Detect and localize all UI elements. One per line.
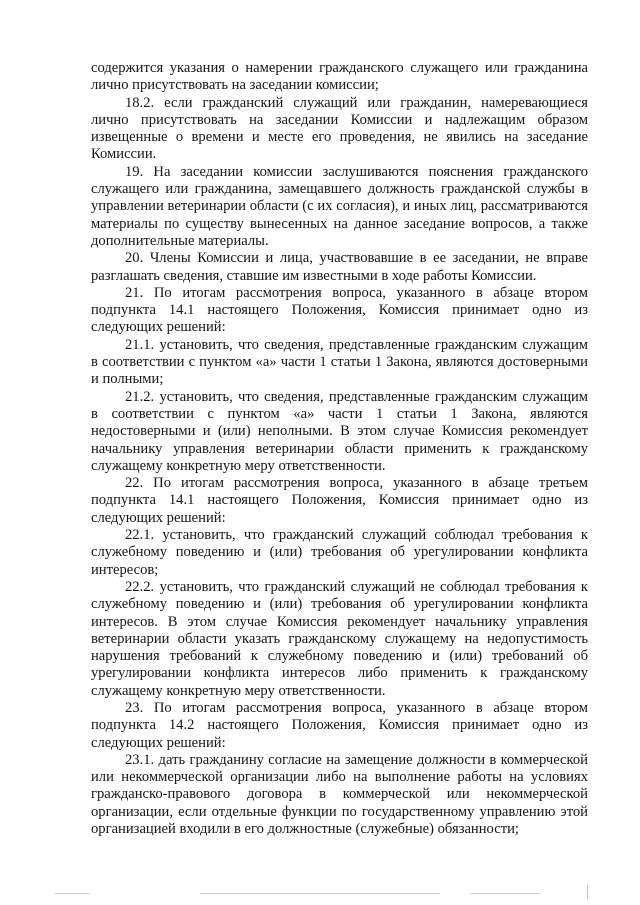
scan-edge-line	[55, 893, 90, 894]
paragraph-21-1: 21.1. установить, что сведения, представленные гражданским служащим в соответствии с пунктом «а» части 1 статьи 1 Закона, являются достоверными и полными;	[91, 336, 588, 388]
paragraph-21-2: 21.2. установить, что сведения, представленные гражданским служащим в соответствии с пунктом «а» части 1 статьи 1 Закона, являются недостоверными и (или) неполными. В этом случае Комиссия рекомендует начальнику управления ветеринарии области применить к гражданскому служащему конкретную меру ответственности.	[91, 388, 588, 474]
paragraph-23: 23. По итогам рассмотрения вопроса, указанного в абзаце втором подпункта 14.2 настоящего Положения, Комиссия принимает одно из следующих решений:	[91, 699, 588, 751]
document-body	[91, 60, 588, 838]
scan-edge-line	[470, 893, 540, 894]
scan-edge-line	[200, 893, 440, 894]
paragraph-19: 19. На заседании комиссии заслушиваются пояснения гражданского служащего или гражданина, замещавшего должность гражданской службы в управлении ветеринарии области (с их согласия), и иных лиц, рассматриваются материалы по существу вынесенных на данное заседание вопросов, а также дополнительные материалы.	[91, 163, 588, 249]
paragraph-18-2: 18.2. если гражданский служащий или гражданин, намеревающиеся лично присутствовать на заседании Комиссии и надлежащим образом извещенные о времени и месте его проведения, не явились на заседание Комиссии.	[91, 94, 588, 163]
paragraph-21: 21. По итогам рассмотрения вопроса, указанного в абзаце втором подпункта 14.1 настоящего Положения, Комиссия принимает одно из следующих решений:	[91, 284, 588, 336]
paragraph-20: 20. Члены Комиссии и лица, участвовавшие в ее заседании, не вправе разглашать сведения, ставшие им известными в ходе работы Комиссии.	[91, 250, 588, 284]
paragraph-23-1: 23.1. дать гражданину согласие на замещение должности в коммерческой или некоммерческой организации либо на выполнение работы на условиях гражданско-правового договора в коммерческой или некоммерческой организации, если отдельные функции по государственному управлению этой организацией входили в его должностные (служебные) обязанности;	[91, 751, 588, 838]
scan-edge-mark	[587, 885, 588, 899]
paragraph-continuation: содержится указания о намерении гражданского служащего или гражданина лично присутствовать на заседании комиссии;	[91, 60, 588, 94]
paragraph-22: 22. По итогам рассмотрения вопроса, указанного в абзаце третьем подпункта 14.1 настоящего Положения, Комиссия принимает одно из следующих решений:	[91, 475, 588, 526]
paragraph-22-2: 22.2. установить, что гражданский служащий не соблюдал требования к служебному поведению и (или) требования об урегулировании конфликта интересов. В этом случае Комиссия рекомендует начальнику управления ветеринарии области указать гражданскому служащему на недопустимость нарушения требований к служебному поведению и (или) требований об урегулировании конфликта интересов либо применить к гражданскому служащему конкретную меру ответственности.	[91, 578, 588, 699]
paragraph-22-1: 22.1. установить, что гражданский служащий соблюдал требования к служебному поведению и (или) требования об урегулировании конфликта интересов;	[91, 527, 588, 578]
